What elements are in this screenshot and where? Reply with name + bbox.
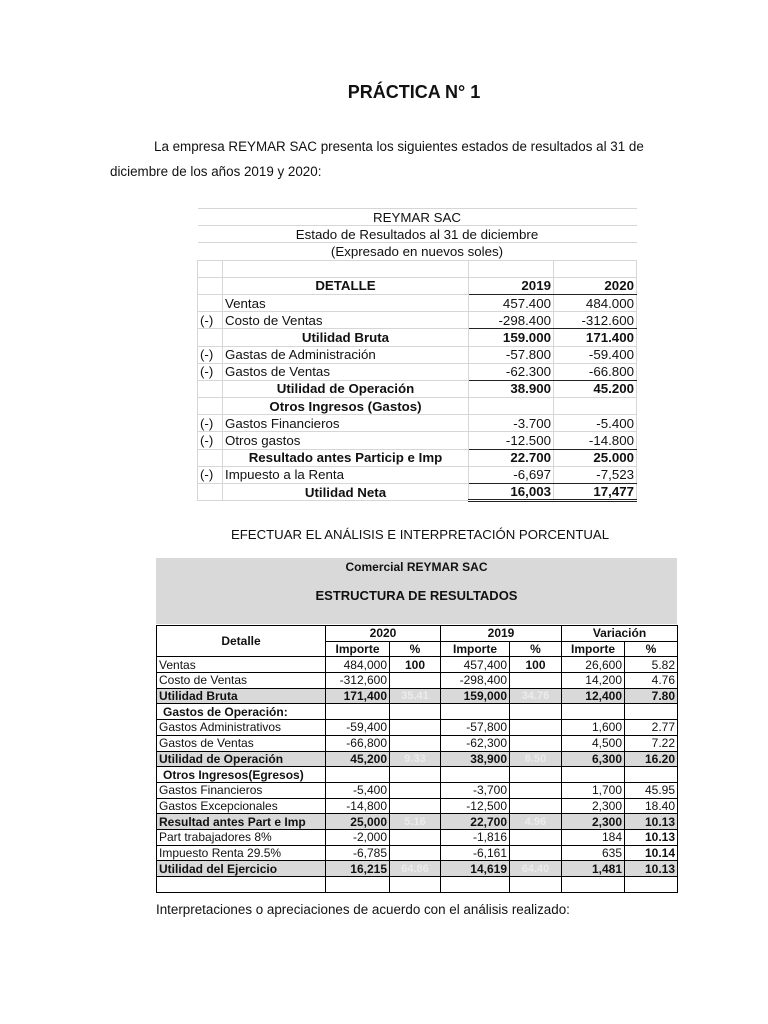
t1-sign: (-) xyxy=(198,432,223,449)
t2-pct-2019 xyxy=(510,704,562,720)
t2-label: Otros Ingresos(Egresos) xyxy=(157,767,326,783)
t1-value-2020: -312.600 xyxy=(554,312,637,329)
t1-value-2020: 45.200 xyxy=(554,380,637,397)
t2-pct-2020 xyxy=(390,798,441,814)
t2-pct-2019 xyxy=(510,673,562,689)
t2-pct-2019 xyxy=(510,720,562,736)
t2-var-pct: 18.40 xyxy=(625,798,678,814)
t2-importe-2019: -298,400 xyxy=(441,673,510,689)
t2-var-importe: 1,481 xyxy=(562,861,625,877)
t2-importe-2020: -5,400 xyxy=(326,782,390,798)
t2-row xyxy=(157,673,678,689)
t2-var-pct: 7.80 xyxy=(625,688,678,704)
t1-value-2020: 25.000 xyxy=(554,449,637,466)
t2-var-pct: 10.13 xyxy=(625,861,678,877)
t1-value-2020: -59.400 xyxy=(554,346,637,363)
t1-company: REYMAR SAC xyxy=(198,209,637,226)
t1-col-2019: 2019 xyxy=(469,277,554,294)
t2-col-2019: 2019 xyxy=(441,626,562,642)
t2-importe-2019: 38,900 xyxy=(441,751,510,767)
t2-pct-2020: 9.33 xyxy=(390,751,441,767)
t2-label: Utilidad Bruta xyxy=(157,688,326,704)
t1-value-2019: -298.400 xyxy=(469,312,554,329)
t2-row xyxy=(157,657,678,673)
t2-pct-2019 xyxy=(510,798,562,814)
t2-pct-2020: 35.41 xyxy=(390,688,441,704)
t1-label: Gastas de Administración xyxy=(223,346,469,363)
t2-label: Gastos Financieros xyxy=(157,782,326,798)
t2-importe-2019: 22,700 xyxy=(441,814,510,830)
t2-importe-2020: -6,785 xyxy=(326,845,390,861)
t2-importe-2020: 16,215 xyxy=(326,861,390,877)
t2-row xyxy=(157,704,678,720)
t2-pct-2020 xyxy=(390,782,441,798)
t2-var-pct: 7.22 xyxy=(625,735,678,751)
t2-importe-2020: 25,000 xyxy=(326,814,390,830)
t2-row xyxy=(157,688,678,704)
t2-label: Resultad antes Part e Imp xyxy=(157,814,326,830)
t1-row xyxy=(198,466,637,483)
t2-var-pct: 4.76 xyxy=(625,673,678,689)
t2-title: ESTRUCTURA DE RESULTADOS xyxy=(315,588,518,603)
results-structure-table xyxy=(156,625,678,893)
t2-sub-pct: % xyxy=(390,641,441,657)
t2-pct-2019 xyxy=(510,767,562,783)
t2-var-importe: 12,400 xyxy=(562,688,625,704)
t2-var-pct: 10.13 xyxy=(625,814,678,830)
t2-importe-2019: -1,816 xyxy=(441,829,510,845)
t2-empty-row xyxy=(157,877,678,893)
t2-row xyxy=(157,829,678,845)
t2-label: Utilidad de Operación xyxy=(157,751,326,767)
t2-pct-2019: 64.40 xyxy=(510,861,562,877)
t2-importe-2019: 457,400 xyxy=(441,657,510,673)
t1-row xyxy=(198,398,637,415)
t1-sign: (-) xyxy=(198,466,223,483)
t1-row xyxy=(198,329,637,346)
t2-label: Gastos de Ventas xyxy=(157,735,326,751)
t1-row xyxy=(198,432,637,449)
t2-pct-2019: 4.96 xyxy=(510,814,562,830)
t1-value-2020: -7,523 xyxy=(554,466,637,483)
t1-value-2020: 17,477 xyxy=(554,484,637,501)
t2-var-importe: 6,300 xyxy=(562,751,625,767)
t1-col-2020: 2020 xyxy=(554,277,637,294)
t2-sub-importe: Importe xyxy=(326,641,390,657)
t1-label: Ventas xyxy=(223,294,469,311)
t1-label: Gastos de Ventas xyxy=(223,363,469,380)
t1-value-2020: 171.400 xyxy=(554,329,637,346)
t2-importe-2020: -14,800 xyxy=(326,798,390,814)
t2-row xyxy=(157,798,678,814)
t2-row xyxy=(157,861,678,877)
t2-row xyxy=(157,814,678,830)
t1-value-2019: -62.300 xyxy=(469,363,554,380)
t2-label: Gastos Administrativos xyxy=(157,720,326,736)
t2-label: Gastos de Operación: xyxy=(157,704,326,720)
t2-var-importe: 1,600 xyxy=(562,720,625,736)
t2-sub-importe: Importe xyxy=(441,641,510,657)
t1-label: Otros gastos xyxy=(223,432,469,449)
t2-var-pct xyxy=(625,767,678,783)
t2-importe-2020 xyxy=(326,704,390,720)
t2-label: Ventas xyxy=(157,657,326,673)
t2-var-importe: 2,300 xyxy=(562,814,625,830)
t2-label: Part trabajadores 8% xyxy=(157,829,326,845)
t1-value-2019 xyxy=(469,398,554,415)
t2-pct-2020 xyxy=(390,673,441,689)
t1-label: Utilidad Neta xyxy=(223,484,469,501)
t1-value-2019: 16,003 xyxy=(469,484,554,501)
t1-subtitle: Estado de Resultados al 31 de diciembre xyxy=(198,226,637,243)
t2-pct-2019: 34.76 xyxy=(510,688,562,704)
t1-value-2019: -57.800 xyxy=(469,346,554,363)
intro-line-1: La empresa REYMAR SAC presenta los siguientes estados de resultados al 31 de xyxy=(154,139,644,154)
t2-row xyxy=(157,735,678,751)
t1-row xyxy=(198,380,637,397)
t1-label: Otros Ingresos (Gastos) xyxy=(223,398,469,415)
t2-label: Costo de Ventas xyxy=(157,673,326,689)
intro-paragraph xyxy=(110,134,690,184)
page-title: PRÁCTICA N° 1 xyxy=(347,82,481,102)
t2-header-band xyxy=(156,558,677,624)
t1-sign: (-) xyxy=(198,346,223,363)
t1-value-2019: 159.000 xyxy=(469,329,554,346)
t2-importe-2020: -312,600 xyxy=(326,673,390,689)
t2-importe-2019: -6,161 xyxy=(441,845,510,861)
t2-var-importe: 26,600 xyxy=(562,657,625,673)
t2-importe-2020: 171,400 xyxy=(326,688,390,704)
t1-row xyxy=(198,415,637,432)
t2-sub-pct: % xyxy=(625,641,678,657)
t2-importe-2019: -12,500 xyxy=(441,798,510,814)
t2-var-pct: 2.77 xyxy=(625,720,678,736)
t1-sign xyxy=(198,294,223,311)
t2-header-row-1 xyxy=(157,626,678,642)
t2-pct-2019: 100 xyxy=(510,657,562,673)
t1-value-2019: -3.700 xyxy=(469,415,554,432)
t2-importe-2020: -59,400 xyxy=(326,720,390,736)
t1-sign: (-) xyxy=(198,415,223,432)
t2-var-pct xyxy=(625,704,678,720)
t2-pct-2019 xyxy=(510,735,562,751)
t1-row xyxy=(198,363,637,380)
t2-pct-2020 xyxy=(390,829,441,845)
t2-pct-2019 xyxy=(510,845,562,861)
t1-value-2019: 457.400 xyxy=(469,294,554,311)
t2-importe-2019 xyxy=(441,767,510,783)
t1-value-2020: 484.000 xyxy=(554,294,637,311)
t1-label: Utilidad de Operación xyxy=(223,380,469,397)
t2-importe-2019: 14,619 xyxy=(441,861,510,877)
t2-sub-pct: % xyxy=(510,641,562,657)
t1-sign xyxy=(198,449,223,466)
t2-pct-2020 xyxy=(390,735,441,751)
t1-value-2019: -12.500 xyxy=(469,432,554,449)
t2-pct-2020 xyxy=(390,845,441,861)
t2-pct-2020: 64.86 xyxy=(390,861,441,877)
t1-row xyxy=(198,312,637,329)
interpretations-label: Interpretaciones o apreciaciones de acuerdo con el análisis realizado: xyxy=(156,902,570,917)
analysis-heading: EFECTUAR EL ANÁLISIS E INTERPRETACIÓN PORCENTUAL xyxy=(230,527,610,542)
t2-row xyxy=(157,720,678,736)
t2-row xyxy=(157,767,678,783)
t2-var-pct: 10.14 xyxy=(625,845,678,861)
t2-var-pct: 5.82 xyxy=(625,657,678,673)
t1-value-2019: 38.900 xyxy=(469,380,554,397)
t1-row xyxy=(198,294,637,311)
t2-label: Gastos Excepcionales xyxy=(157,798,326,814)
t2-sub-importe: Importe xyxy=(562,641,625,657)
t2-importe-2020 xyxy=(326,767,390,783)
t2-var-pct: 16.20 xyxy=(625,751,678,767)
t1-sign: (-) xyxy=(198,312,223,329)
t1-sign: (-) xyxy=(198,363,223,380)
t1-value-2020 xyxy=(554,398,637,415)
t2-importe-2020: -2,000 xyxy=(326,829,390,845)
t2-label: Utilidad del Ejercicio xyxy=(157,861,326,877)
t2-var-importe: 635 xyxy=(562,845,625,861)
t2-col-variation: Variación xyxy=(562,626,678,642)
t2-pct-2020 xyxy=(390,704,441,720)
t2-company: Comercial REYMAR SAC xyxy=(345,560,488,574)
t1-value-2020: -5.400 xyxy=(554,415,637,432)
t2-var-pct: 10.13 xyxy=(625,829,678,845)
t1-label: Costo de Ventas xyxy=(223,312,469,329)
t1-value-2020: -66.800 xyxy=(554,363,637,380)
t1-label: Utilidad Bruta xyxy=(223,329,469,346)
t2-importe-2020: 484,000 xyxy=(326,657,390,673)
t2-var-importe: 2,300 xyxy=(562,798,625,814)
t1-sign xyxy=(198,484,223,501)
t2-importe-2019: -57,800 xyxy=(441,720,510,736)
t1-label: Impuesto a la Renta xyxy=(223,466,469,483)
t1-row xyxy=(198,449,637,466)
t1-value-2019: 22.700 xyxy=(469,449,554,466)
t1-sign xyxy=(198,329,223,346)
t1-note: (Expresado en nuevos soles) xyxy=(198,243,637,260)
t2-pct-2019: 8.50 xyxy=(510,751,562,767)
t2-var-importe: 14,200 xyxy=(562,673,625,689)
intro-line-2: diciembre de los años 2019 y 2020: xyxy=(110,164,322,179)
t2-pct-2020: 5.16 xyxy=(390,814,441,830)
t1-row xyxy=(198,484,637,501)
t2-pct-2020: 100 xyxy=(390,657,441,673)
t2-col-detail: Detalle xyxy=(157,626,326,657)
t2-row xyxy=(157,845,678,861)
t1-label: Gastos Financieros xyxy=(223,415,469,432)
t1-value-2019: -6,697 xyxy=(469,466,554,483)
t2-var-pct: 45.95 xyxy=(625,782,678,798)
t1-col-detail: DETALLE xyxy=(223,277,469,294)
income-statement-table xyxy=(197,208,637,502)
t2-pct-2019 xyxy=(510,782,562,798)
t1-row xyxy=(198,346,637,363)
t2-var-importe xyxy=(562,767,625,783)
t1-sign xyxy=(198,380,223,397)
t2-label: Impuesto Renta 29.5% xyxy=(157,845,326,861)
t2-var-importe xyxy=(562,704,625,720)
t2-importe-2020: 45,200 xyxy=(326,751,390,767)
t2-row xyxy=(157,782,678,798)
t2-col-2020: 2020 xyxy=(326,626,441,642)
t2-importe-2019: 159,000 xyxy=(441,688,510,704)
t1-value-2020: -14.800 xyxy=(554,432,637,449)
t2-pct-2019 xyxy=(510,829,562,845)
t1-header-row xyxy=(198,277,637,294)
t1-label: Resultado antes Particip e Imp xyxy=(223,449,469,466)
t2-var-importe: 1,700 xyxy=(562,782,625,798)
t2-importe-2019 xyxy=(441,704,510,720)
t2-row xyxy=(157,751,678,767)
t1-sign xyxy=(198,398,223,415)
t2-pct-2020 xyxy=(390,720,441,736)
t2-importe-2019: -62,300 xyxy=(441,735,510,751)
t2-importe-2019: -3,700 xyxy=(441,782,510,798)
t2-var-importe: 4,500 xyxy=(562,735,625,751)
t2-pct-2020 xyxy=(390,767,441,783)
t2-var-importe: 184 xyxy=(562,829,625,845)
t2-importe-2020: -66,800 xyxy=(326,735,390,751)
